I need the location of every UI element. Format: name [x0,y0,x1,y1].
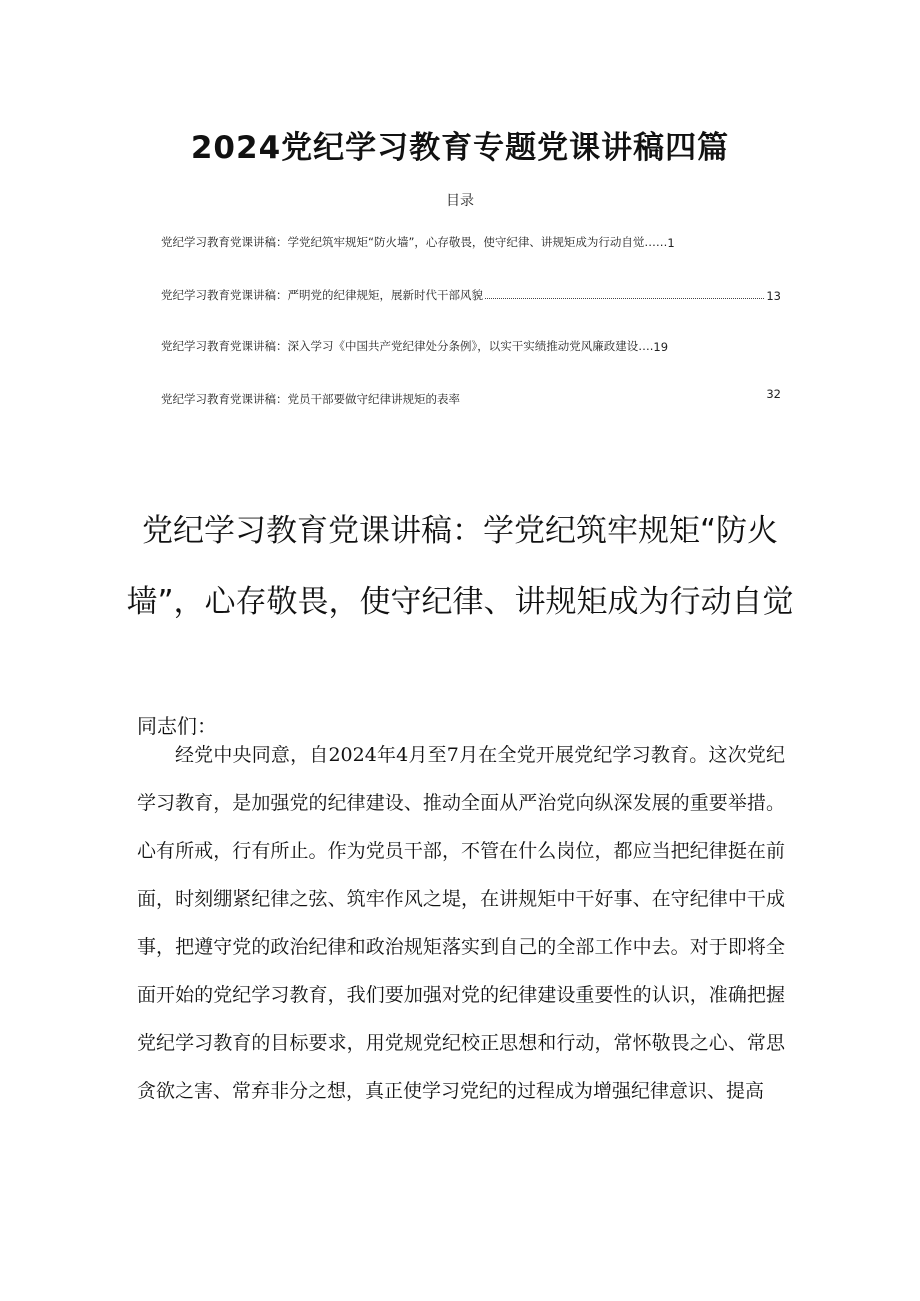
toc-entry[interactable] [161,283,781,303]
toc-entry-text: 党纪学习教育党课讲稿：学党纪筑牢规矩“防火墙”，心存敬畏，使守纪律、讲规矩成为行动自觉…… [161,235,668,249]
document-title: 2024党纪学习教育专题党课讲稿四篇 [190,130,730,166]
toc-entry-page: 13 [766,289,781,303]
body-paragraph: 经党中央同意，自2024年4月至7月在全党开展党纪学习教育。这次党纪学习教育，是加强党的纪律建设、推动全面从严治党向纵深发展的重要举措。心有所戒，行有所止。作为党员干部，不管在什么岗位，都应当把纪律挺在前面，时刻绷紧纪律之弦、筑牢作风之堤，在讲规矩中干好事、在守纪律中干成事，把遵守党的政治纪律和政治规矩落实到自己的全部工作中去。对于即将全面开始的党纪学习教育，我们要加强对党的纪律建设重要性的认识，准确把握党纪学习教育的目标要求，用党规党纪校正思想和行动，常怀敬畏之心、常思贪欲之害、常弃非分之想，真正使学习党纪的过程成为增强纪律意识、提高 [137,744,785,1102]
salutation: 同志们： [137,714,217,738]
toc-leader-dots [485,298,764,299]
toc-entry[interactable] [161,334,781,354]
toc-entry-text: 党纪学习教育党课讲稿：党员干部要做守纪律讲规矩的表率 [161,392,460,406]
toc-entry[interactable] [161,230,781,250]
toc-entry-text: 党纪学习教育党课讲稿：深入学习《中国共产党纪律处分条例》，以实干实绩推动党风廉政建设…. [161,339,654,353]
toc-heading: 目录 [446,193,474,209]
toc-entry-page: 19 [653,340,669,354]
toc-entry-page: 1 [667,236,675,250]
section-title: 党纪学习教育党课讲稿：学党纪筑牢规矩“防火墙”，心存敬畏，使守纪律、讲规矩成为行动自觉 [126,513,794,620]
toc-entry-text: 党纪学习教育党课讲稿：严明党的纪律规矩，展新时代干部风貌 [161,288,483,302]
toc-entry-page: 32 [766,387,781,401]
toc-entry[interactable] [161,387,781,407]
